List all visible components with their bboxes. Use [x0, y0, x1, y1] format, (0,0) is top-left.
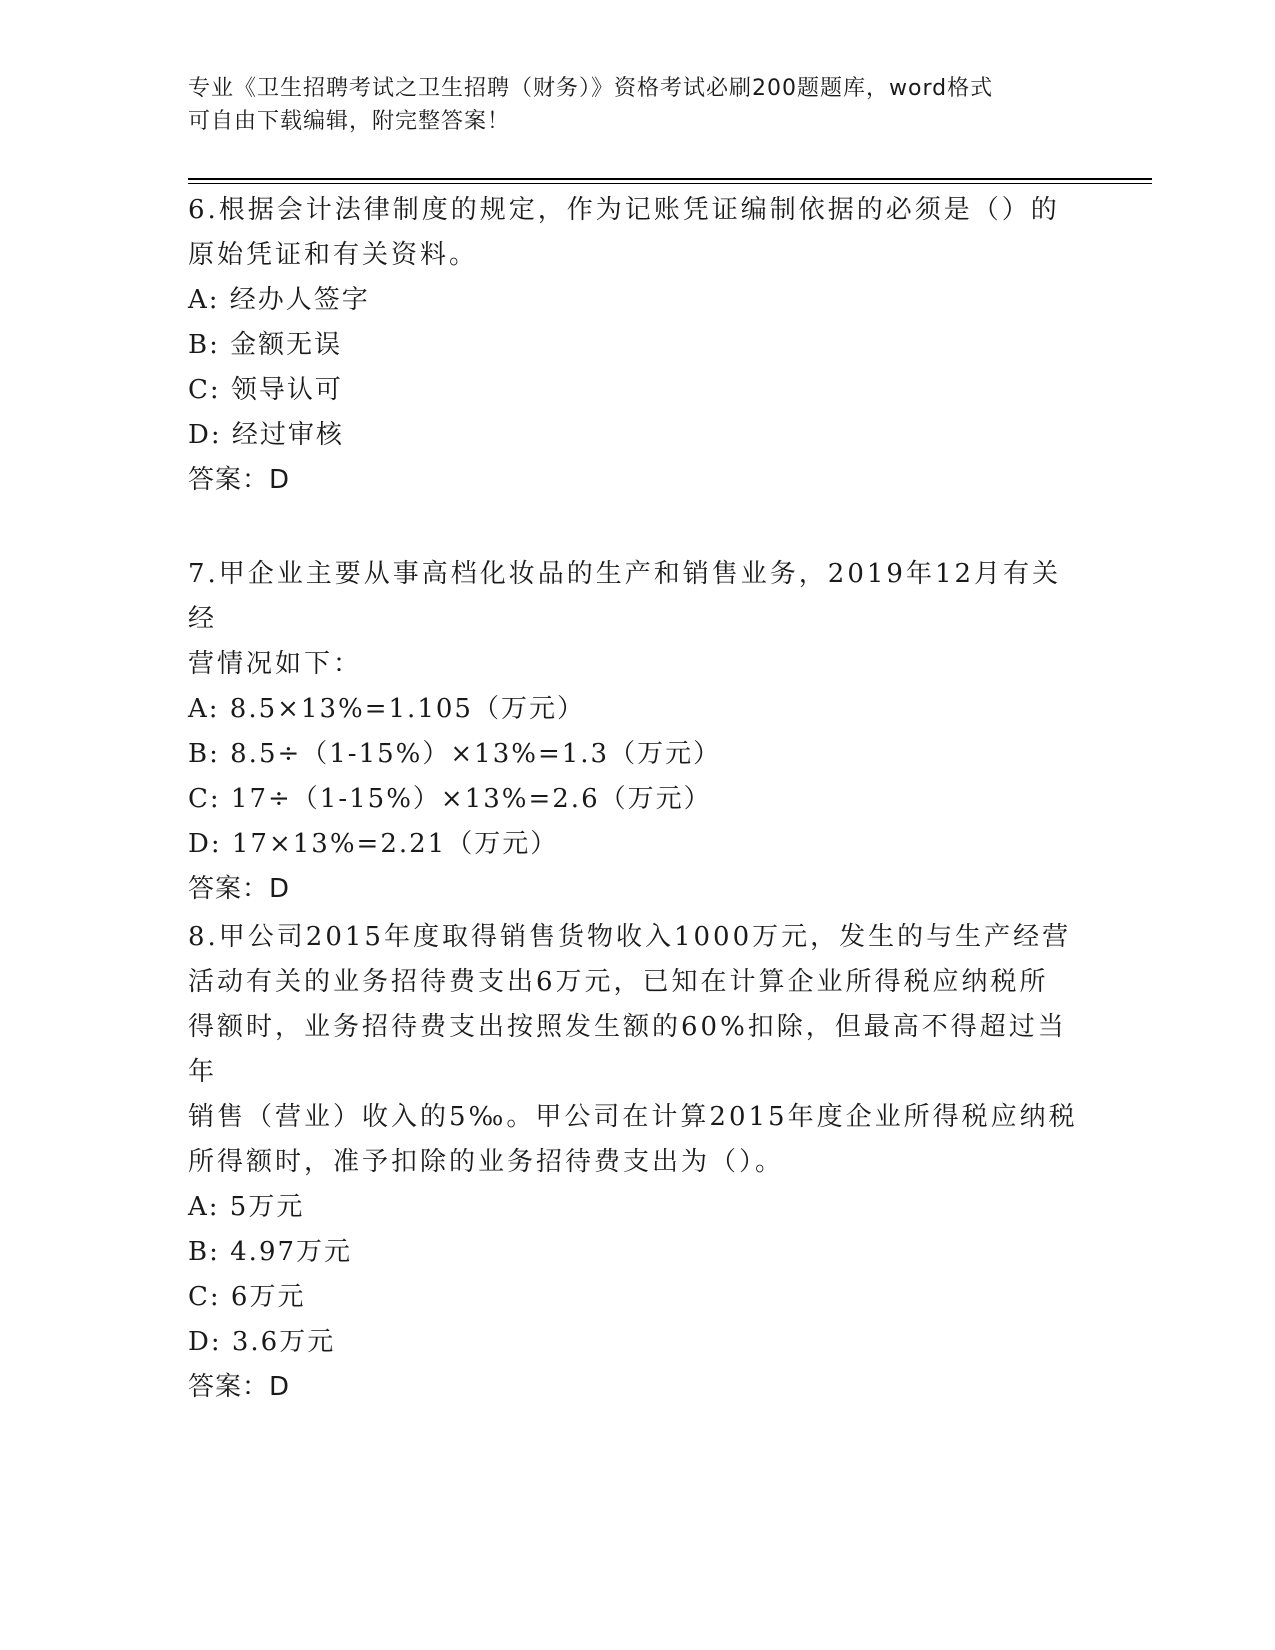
question-stem-line: 活动有关的业务招待费支出6万元，已知在计算企业所得税应纳税所: [188, 967, 1049, 997]
question-7: [188, 552, 1088, 912]
answer: 答案：D: [188, 465, 291, 495]
header-line-2: 可自由下载编辑，附完整答案！: [188, 109, 511, 134]
question-stem-line: 原始凭证和有关资料。: [188, 240, 479, 270]
question-stem-line: 销售（营业）收入的5‰。甲公司在计算2015年度企业所得税应纳税: [188, 1102, 1078, 1132]
question-6: [188, 188, 1088, 503]
option-b: B: 4.97万元: [188, 1237, 353, 1267]
option-a: A: 经办人签字: [188, 285, 370, 315]
option-b: B: 金额无误: [188, 330, 343, 360]
option-d: D: 17×13%=2.21（万元）: [188, 829, 559, 859]
option-a: A: 5万元: [188, 1192, 305, 1222]
question-stem-line: 得额时，业务招待费支出按照发生额的60%扣除，但最高不得超过当年: [188, 1012, 1067, 1087]
header-divider: [188, 178, 1152, 184]
option-c: C: 6万元: [188, 1282, 306, 1312]
question-stem-line: 营情况如下：: [188, 649, 363, 679]
question-stem-line: 7.甲企业主要从事高档化妆品的生产和销售业务，2019年12月有关经: [188, 559, 1062, 634]
header-line-1: 专业《卫生招聘考试之卫生招聘（财务）》资格考试必刷200题题库，word格式: [188, 76, 994, 101]
option-c: C: 17÷（1-15%）×13%=2.6（万元）: [188, 784, 712, 814]
answer: 答案：D: [188, 1372, 291, 1402]
option-b: B: 8.5÷（1-15%）×13%=1.3（万元）: [188, 739, 722, 769]
answer: 答案：D: [188, 874, 291, 904]
option-a: A: 8.5×13%=1.105（万元）: [188, 694, 585, 724]
question-stem-line: 8.甲公司2015年度取得销售货物收入1000万元，发生的与生产经营: [188, 922, 1072, 952]
question-8: [188, 915, 1088, 1410]
option-d: D: 经过审核: [188, 420, 344, 450]
question-stem-line: 6.根据会计法律制度的规定，作为记账凭证编制依据的必须是（）的: [188, 195, 1060, 225]
option-d: D: 3.6万元: [188, 1327, 336, 1357]
option-c: C: 领导认可: [188, 375, 343, 405]
document-header: [188, 72, 1088, 138]
question-stem-line: 所得额时，准予扣除的业务招待费支出为（）。: [188, 1147, 785, 1177]
